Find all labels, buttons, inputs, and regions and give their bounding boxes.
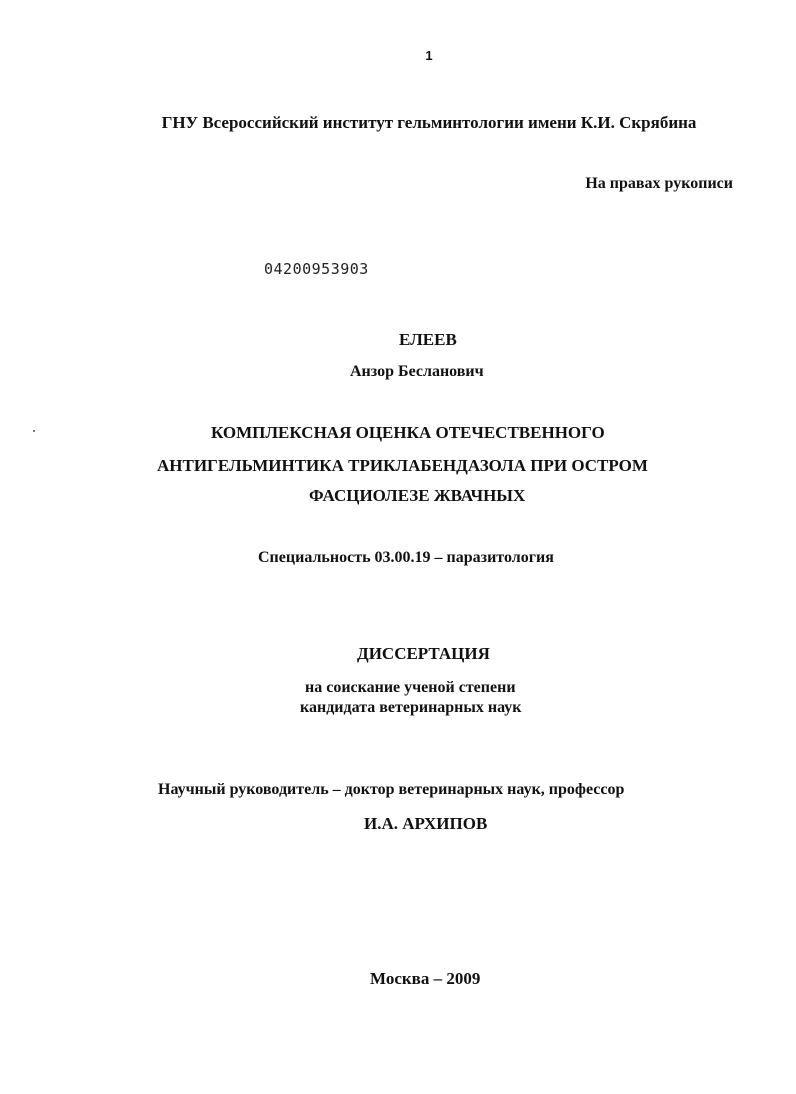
speciality: Специальность 03.00.19 – паразитология [258, 549, 554, 566]
author-surname: ЕЛЕЕВ [399, 330, 457, 349]
supervisor-name: И.А. АРХИПОВ [364, 814, 488, 833]
degree-line: на соискание ученой степени [305, 679, 516, 696]
title-line: КОМПЛЕКСНАЯ ОЦЕНКА ОТЕЧЕСТВЕННОГО [211, 423, 605, 442]
catalog-number-stamp: 04200953903 [264, 260, 369, 278]
title-line: ФАСЦИОЛЕЗЕ ЖВАЧНЫХ [309, 486, 526, 505]
author-name: Анзор Бесланович [350, 363, 484, 380]
manuscript-note: На правах рукописи [585, 175, 733, 192]
page-number: 1 [425, 48, 433, 63]
scan-speck [33, 430, 35, 432]
supervisor-role: Научный руководитель – доктор ветеринарных наук, профессор [158, 781, 625, 798]
title-line: АНТИГЕЛЬМИНТИКА ТРИКЛАБЕНДАЗОЛА ПРИ ОСТРОМ [157, 456, 648, 475]
degree-line: кандидата ветеринарных наук [300, 699, 522, 716]
place-year: Москва – 2009 [370, 969, 481, 988]
institution-name: ГНУ Всероссийский институт гельминтологии имени К.И. Скрябина [161, 113, 697, 132]
document-type: ДИССЕРТАЦИЯ [357, 644, 490, 663]
